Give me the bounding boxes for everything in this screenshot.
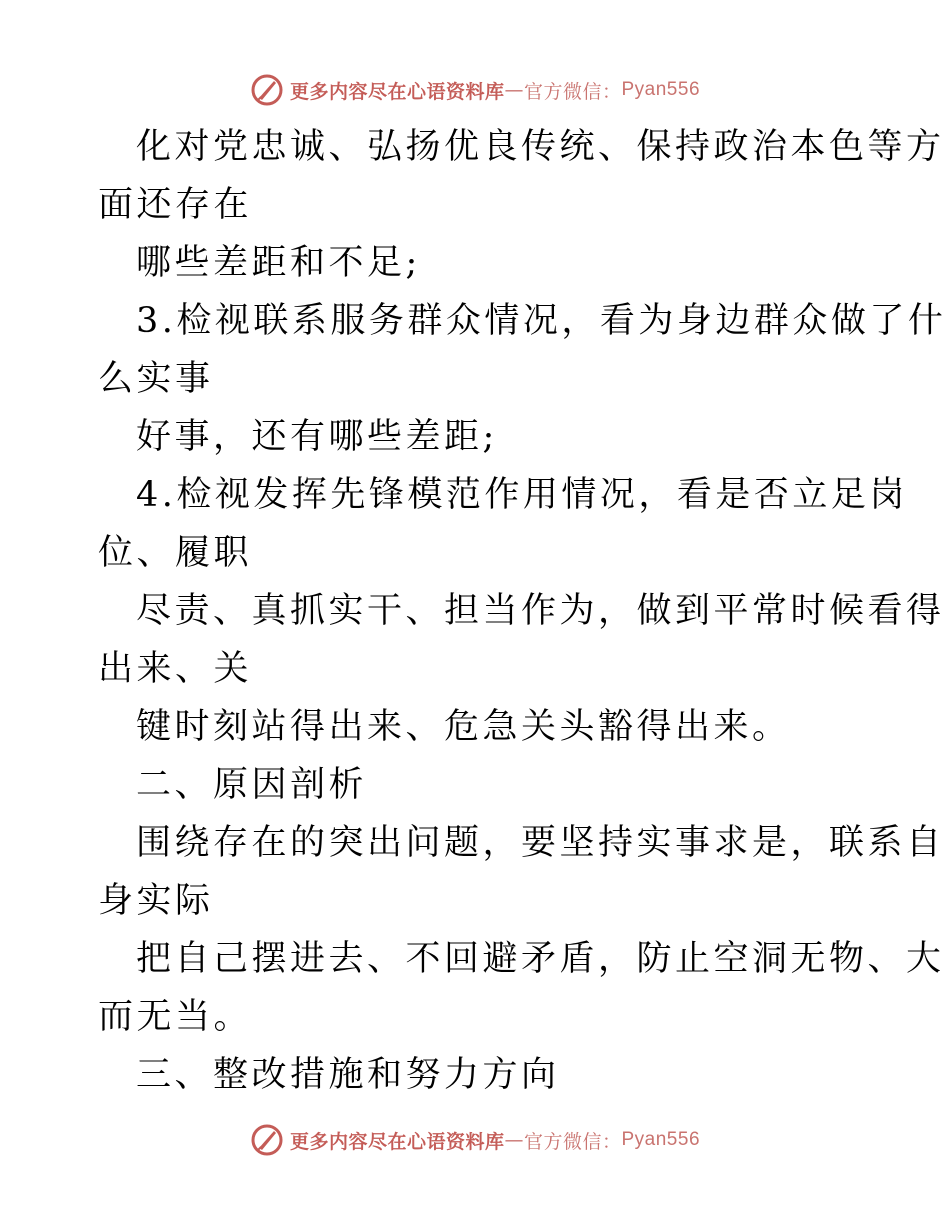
document-body [98,118,947,1104]
text-line: 好事，还有哪些差距; [136,417,498,457]
watermark-separator: — [504,79,524,101]
text-line: 出来、关 [98,649,253,689]
watermark-contact-label: 官方微信： [523,1130,622,1153]
text-line: 4.检视发挥先锋模范作用情况，看是否立足岗 [136,475,908,515]
watermark-brand: 更多内容尽在心语资料库 [289,1130,505,1153]
text-line: 尽责、真抓实干、担当作为，做到平常时候看得 [136,591,945,631]
text-line: 化对党忠诚、弘扬优良传统、保持政治本色等方 [136,127,945,167]
quill-logo-icon [250,73,284,107]
watermark-separator: — [504,1129,524,1151]
text-line: 而无当。 [98,997,253,1037]
text-line: 哪些差距和不足; [136,243,421,283]
text-line: 么实事 [98,359,214,399]
header-watermark [0,72,950,108]
text-line: 身实际 [98,881,214,921]
watermark-contact-handle: Pyan556 [621,1129,701,1150]
watermark-contact-handle: Pyan556 [621,79,701,100]
text-line: 围绕存在的突出问题，要坚持实事求是，联系自 [136,823,945,863]
text-line: 把自己摆进去、不回避矛盾，防止空洞无物、大 [136,939,945,979]
watermark-brand: 更多内容尽在心语资料库 [289,80,505,103]
text-line: 键时刻站得出来、危急关头豁得出来。 [136,707,791,747]
text-line: 面还存在 [98,185,253,225]
text-line: 3.检视联系服务群众情况，看为身边群众做了什 [136,301,947,341]
quill-logo-icon [250,1123,284,1157]
section-heading: 三、整改措施和努力方向 [136,1055,560,1095]
footer-watermark [0,1122,950,1158]
watermark-contact-label: 官方微信： [523,80,622,103]
section-heading: 二、原因剖析 [136,765,368,805]
text-line: 位、履职 [98,533,253,573]
